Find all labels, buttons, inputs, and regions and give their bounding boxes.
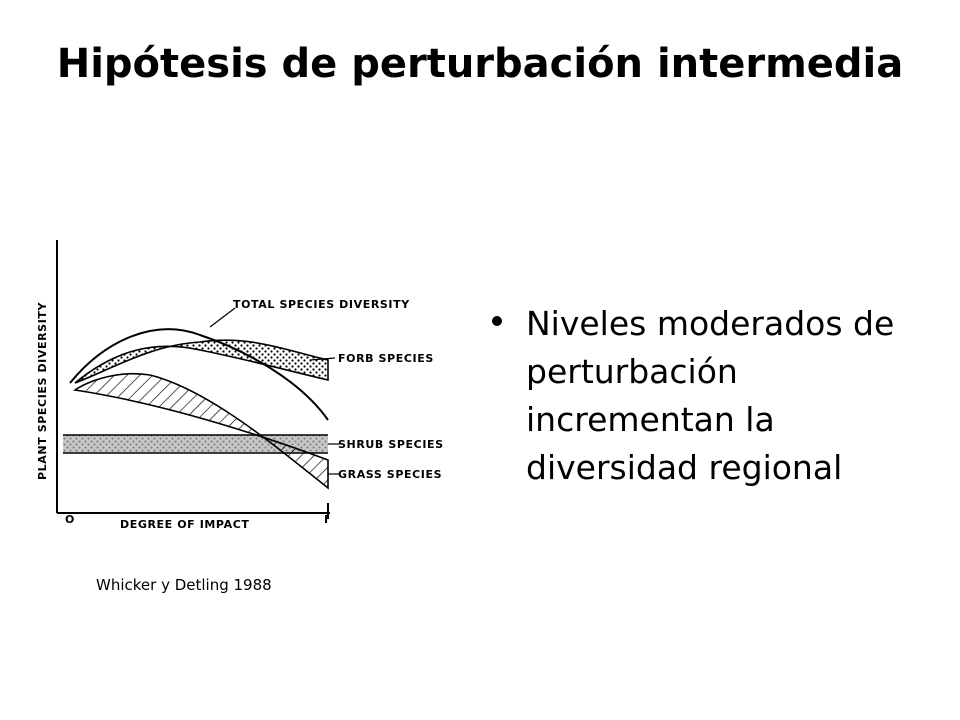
label-grass: GRASS SPECIES <box>338 468 443 481</box>
bullet-dot-icon <box>492 316 502 326</box>
label-forb: FORB SPECIES <box>338 352 434 365</box>
x-axis-label: DEGREE OF IMPACT <box>120 518 250 531</box>
y-axis-label: PLANT SPECIES DIVERSITY <box>36 301 49 480</box>
slide-title: Hipótesis de perturbación intermedia <box>56 41 904 87</box>
citation-caption: Whicker y Detling 1988 <box>96 576 272 594</box>
x-tick-start: O <box>65 513 75 526</box>
x-tick-end: I <box>324 513 329 526</box>
bullet-text: Niveles moderados de perturbación incrementan la diversidad regional <box>526 304 895 487</box>
label-shrub: SHRUB SPECIES <box>338 438 444 451</box>
diagram-svg <box>30 230 460 560</box>
disturbance-diagram <box>30 230 460 560</box>
grass-band <box>75 374 328 488</box>
label-total: TOTAL SPECIES DIVERSITY <box>233 298 410 311</box>
